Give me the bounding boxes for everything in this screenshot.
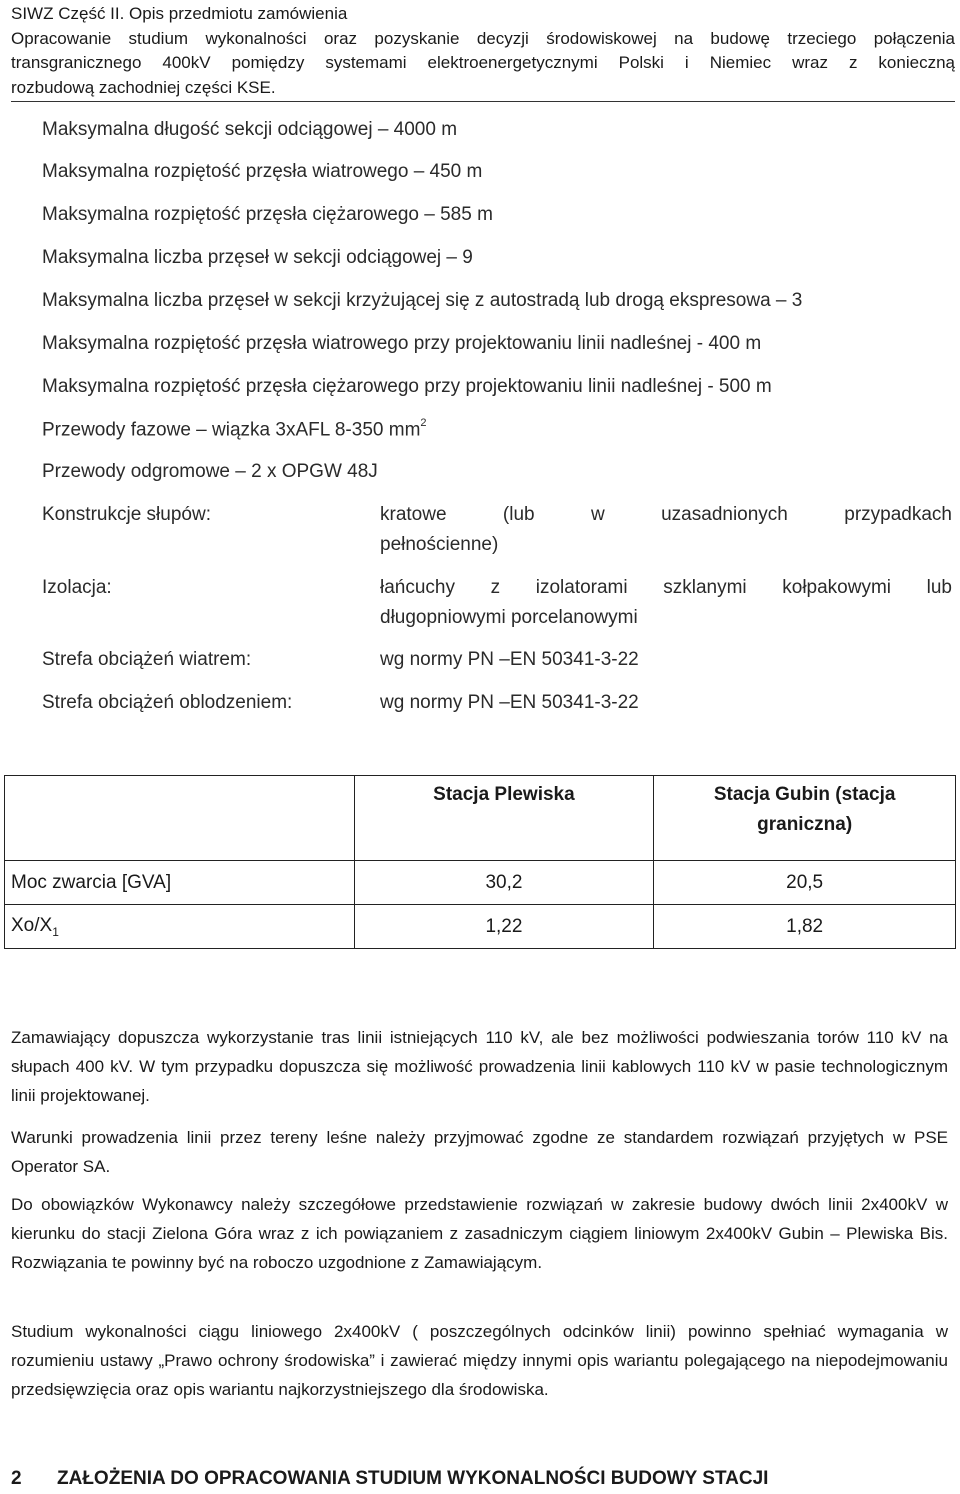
insulation-value-line: łańcuchy z izolatorami szklanymi kołpakowymi lub bbox=[380, 577, 952, 598]
table-cell: 20,5 bbox=[654, 861, 956, 905]
table-cell: 30,2 bbox=[354, 861, 654, 905]
table-row-label-subscript: 1 bbox=[52, 924, 59, 939]
table-header-cell bbox=[654, 776, 956, 861]
wind-zone-value: wg normy PN –EN 50341-3-22 bbox=[380, 649, 639, 670]
section-heading bbox=[11, 1468, 768, 1490]
conductors-text: Przewody fazowe – wiązka 3xAFL 8-350 mm bbox=[42, 419, 421, 441]
running-header bbox=[11, 2, 955, 100]
spec-line: Maksymalna liczba przęseł w sekcji odciągowej – 9 bbox=[42, 247, 473, 268]
construction-value-line: kratowe (lub w uzasadnionych przypadkach bbox=[380, 504, 952, 525]
body-paragraph: Studium wykonalności ciągu liniowego 2x400kV ( poszczególnych odcinków linii) powinno spełniać wymagania w rozumieniu ustawy „Prawo ochrony środowiska” i zawierać między innymi opis wariantu polegającego na niepodejmowaniu przedsięwzięcia oraz opis wariantu najkorzystniejszego dla środowiska. bbox=[11, 1322, 948, 1399]
spec-line: Maksymalna liczba przęseł w sekcji krzyżującej się z autostradą lub drogą ekspresowa – 3 bbox=[42, 290, 803, 311]
table-row bbox=[5, 905, 956, 949]
spec-line: Maksymalna długość sekcji odciągowej – 4000 m bbox=[42, 119, 458, 140]
conductors-line bbox=[42, 419, 427, 441]
insulation-value-line: długopniowymi porcelanowymi bbox=[380, 607, 638, 628]
table-header-cell-empty bbox=[5, 776, 355, 861]
table-cell: 1,22 bbox=[354, 905, 654, 949]
insulation-label: Izolacja: bbox=[42, 577, 112, 598]
header-subtitle-line: transgranicznego 400kV pomiędzy systemami elektroenergetycznymi Polski i Niemiec wraz z konieczną bbox=[11, 53, 955, 72]
body-paragraph: Zamawiający dopuszcza wykorzystanie tras linii istniejących 110 kV, ale bez możliwości podwieszania torów 110 kV na słupach 400 kV. W tym przypadku dopuszcza się możliwość prowadzenia linii kablowych 110 kV w pasie technologicznym linii projektowanej. bbox=[11, 1028, 948, 1105]
construction-value bbox=[380, 500, 952, 560]
table-header-line: Stacja Gubin (stacja bbox=[713, 784, 896, 805]
header-subtitle-line: Opracowanie studium wykonalności oraz pozyskanie decyzji środowiskowej na budowę trzeciego połączenia bbox=[11, 28, 955, 48]
header-divider bbox=[11, 101, 955, 102]
construction-label: Konstrukcje słupów: bbox=[42, 504, 211, 525]
table-row-label-main: Xo/X bbox=[11, 914, 53, 936]
insulation-value bbox=[380, 573, 952, 633]
conductors-superscript: 2 bbox=[420, 417, 427, 429]
ice-zone-label: Strefa obciążeń oblodzeniem: bbox=[42, 692, 293, 713]
spec-line: Maksymalna rozpiętość przęsła wiatrowego – 450 m bbox=[42, 161, 483, 182]
ice-zone-value: wg normy PN –EN 50341-3-22 bbox=[380, 692, 639, 713]
construction-value-line: pełnościenne) bbox=[380, 534, 499, 555]
spec-line: Maksymalna rozpiętość przęsła ciężarowego przy projektowaniu linii nadleśnej - 500 m bbox=[42, 376, 772, 397]
header-title: SIWZ Część II. Opis przedmiotu zamówienia bbox=[11, 4, 348, 23]
body-paragraph: Warunki prowadzenia linii przez tereny leśne należy przyjmować zgodne ze standardem rozwiązań przyjętych w PSE Operator SA. bbox=[11, 1128, 948, 1176]
table-row-label: Moc zwarcia [GVA] bbox=[5, 861, 355, 905]
table-header-cell: Stacja Plewiska bbox=[354, 776, 654, 861]
wind-zone-label: Strefa obciążeń wiatrem: bbox=[42, 649, 252, 670]
table-cell: 1,82 bbox=[654, 905, 956, 949]
section-title: ZAŁOŻENIA DO OPRACOWANIA STUDIUM WYKONALNOŚCI BUDOWY STACJI bbox=[57, 1468, 769, 1489]
table-row bbox=[5, 861, 956, 905]
spec-line: Maksymalna rozpiętość przęsła ciężarowego – 585 m bbox=[42, 204, 493, 225]
header-subtitle-line: rozbudową zachodniej części KSE. bbox=[11, 77, 276, 97]
table-header-line: graniczna) bbox=[757, 814, 853, 835]
table-header-row bbox=[5, 776, 956, 861]
table-row-label bbox=[5, 905, 355, 949]
station-table bbox=[4, 775, 956, 949]
ground-wires-line: Przewody odgromowe – 2 x OPGW 48J bbox=[42, 461, 378, 482]
spec-line: Maksymalna rozpiętość przęsła wiatrowego przy projektowaniu linii nadleśnej - 400 m bbox=[42, 333, 762, 354]
body-paragraph: Do obowiązków Wykonawcy należy szczegółowe przedstawienie rozwiązań w zakresie budowy dwóch linii 2x400kV w kierunku do stacji Zielona Góra wraz z ich powiązaniem z zasadniczym ciągiem liniowym 2x400kV Gubin – Plewiska Bis. Rozwiązania te powinny być na roboczo uzgodnione z Zamawiającym. bbox=[11, 1195, 948, 1272]
section-number: 2 bbox=[11, 1468, 22, 1489]
